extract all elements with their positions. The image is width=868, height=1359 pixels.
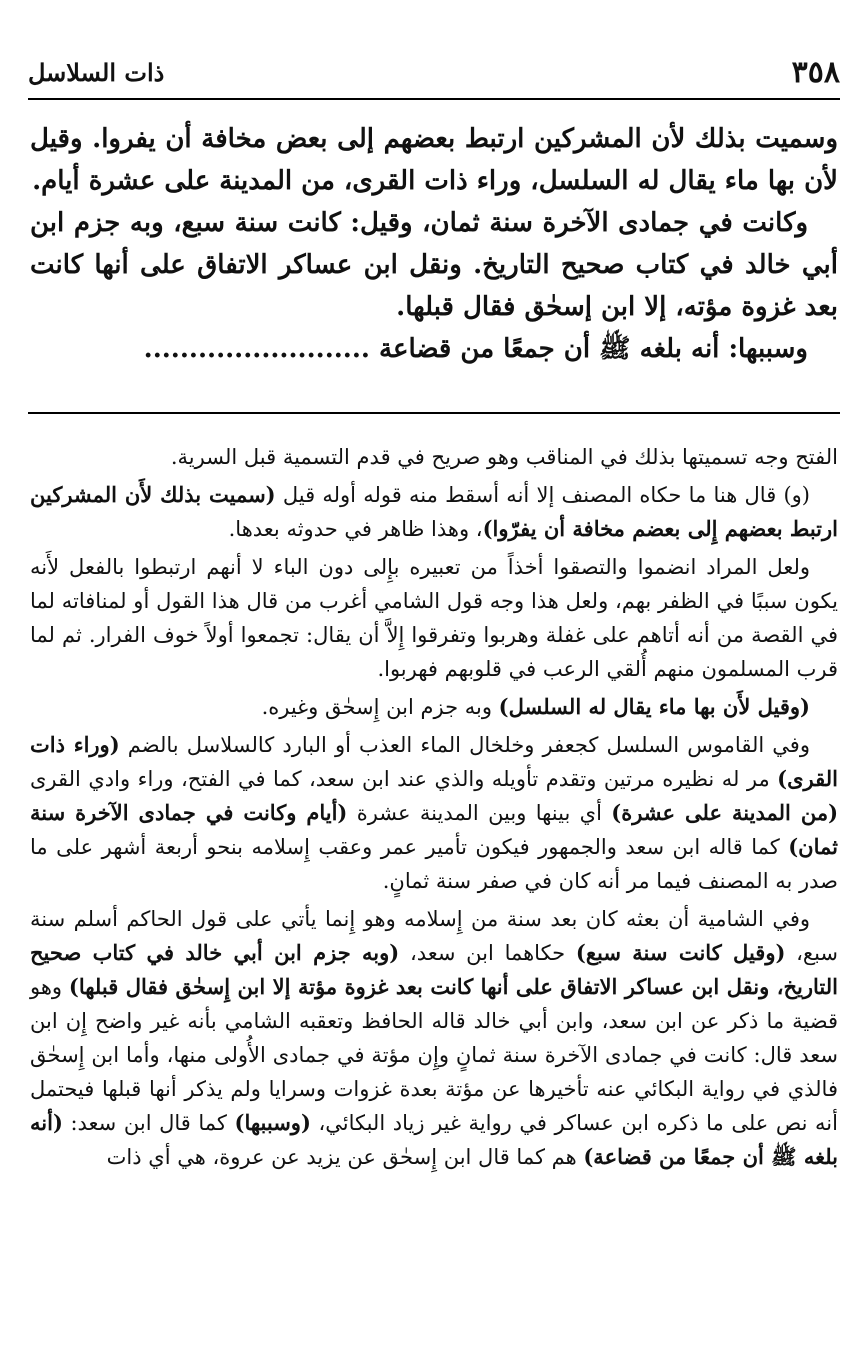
commentary-paragraph xyxy=(30,478,838,546)
quoted-main-text: (وقيل لأَن بها ماء يقال له السلسل) xyxy=(498,694,810,719)
commentary-paragraph xyxy=(30,728,838,898)
running-title: ذات السلاسل xyxy=(28,57,165,87)
quoted-main-text: (أنه بلغه ﷺ أن جمعًا من قضاعة) xyxy=(30,1110,838,1169)
header-rule xyxy=(28,98,840,100)
commentary xyxy=(30,440,838,1178)
commentary-text: (و) قال هنا ما حكاه المصنف إلا أنه أسقط منه قوله أوله قيل xyxy=(275,483,810,507)
main-paragraph: وكانت في جمادى الآخرة سنة ثمان، وقيل: كانت سنة سبع، وبه جزم ابن أبي خالد في كتاب صحيح التاريخ. ونقل ابن عساكر الاتفاق على أنها كانت بعد غزوة مؤته، إلا ابن إسحٰق فقال قبلها. xyxy=(30,208,838,322)
page-number: ٣٥٨ xyxy=(791,54,840,90)
commentary-text: وفي الشامية أن بعثه كان بعد سنة من إِسلامه وهو إِنما يأتي على قول الحاكم أسلم سنة سبع، xyxy=(30,907,839,965)
commentary-text: حكاهما ابن سعد، xyxy=(399,941,576,965)
quoted-main-text: (وقيل كانت سنة سبع) xyxy=(575,940,786,965)
quoted-main-text: (سميت بذلك لأَن المشركين ارتبط بعضهم إِلى بعضم مخافة أن يفرّوا) xyxy=(30,482,838,541)
quoted-main-text: (أيام وكانت في جمادى الآخرة سنة ثمان) xyxy=(30,800,838,859)
commentary-paragraph xyxy=(30,902,838,1174)
commentary-text: هم كما قال ابن إِسحٰق عن يزيد عن عروة، هي أي ذات xyxy=(106,1145,584,1169)
quoted-main-text: (وبه جزم ابن أبي خالد في كتاب صحيح التاريخ، ونقل ابن عساكر الاتفاق على أنها كانت بعد غزوة مؤتة إلا ابن إِسحٰق فقال قبلها) xyxy=(30,940,838,999)
commentary-text: وبه جزم ابن إِسحٰق وغيره. xyxy=(261,695,499,719)
commentary-paragraph: الفتح وجه تسميتها بذلك في المناقب وهو صريح في قدم التسمية قبل السرية. xyxy=(170,445,838,469)
commentary-text: كما قاله ابن سعد والجمهور فيكون تأمير عمر وعقب إِسلامه بنحو أربعة أشهر على ما صدر به المصنف فيما مر أنه كان في صفر سنة ثمانٍ. xyxy=(30,835,838,893)
commentary-paragraph: ولعل المراد انضموا والتصقوا أخذاً من تعبيره بإِلى دون الباء لا أنهم ارتبطوا بالفعل لأَنه يكون سببًا في الظفر بهم، ولعل هذا وجه قول الشامي أغرب من قال هذا القول أو لمنافاته لما في القصة من أنه أتاهم على غفلة وهربوا وتفرقوا إِلاَّ أن يقال: تجمعوا أولاً خوف الفرار. ثم لما قرب المسلمون منهم أُلقي الرعب في قلوبهم فهربوا. xyxy=(30,555,838,681)
commentary-paragraph xyxy=(30,690,838,724)
text-commentary-separator xyxy=(28,412,840,414)
commentary-text: ، وهذا ظاهر في حدوثه بعدها. xyxy=(228,517,483,541)
quoted-main-text: (وراء ذات القرى) xyxy=(30,732,838,791)
commentary-text: وهو قضية ما ذكر عن ابن سعد، وابن أبي خالد قاله الحافظ وتعقبه الشامي بأنه غير واضح إِن ابن سعد قال: كانت في جمادى الآخرة سنة ثمانٍ وإِن مؤتة في جمادى الأُولى منها، وأما ابن إِسحٰق فالذي في رواية البكائي عنه تأخيرها عن مؤتة بعدة غزوات وسرايا ولم يذكر أنها قبلها فيحتمل أنه نص على ما ذكره ابن عساكر في رواية غير زياد البكائي، xyxy=(30,975,838,1135)
main-text xyxy=(30,118,838,370)
quoted-main-text: (وسببها) xyxy=(234,1110,311,1135)
quoted-main-text: (من المدينة على عشرة) xyxy=(611,800,839,825)
main-paragraph: وسميت بذلك لأن المشركين ارتبط بعضهم إلى بعض مخافة أن يفروا. وقيل لأن بها ماء يقال له السلسل، وراء ذات القرى، من المدينة على عشرة أيام. xyxy=(30,124,838,196)
main-paragraph: وسببها: أنه بلغه ﷺ أن جمعًا من قضاعة ......................... xyxy=(143,334,808,364)
commentary-text: وفي القاموس السلسل كجعفر وخلخال الماء العذب أو البارد كالسلاسل بالضم xyxy=(119,733,810,757)
page-header xyxy=(28,50,840,94)
commentary-text: مر له نظيره مرتين وتقدم تأويله والذي عند ابن سعد، كما في الفتح، وراء وادي القرى xyxy=(30,767,778,791)
commentary-text: كما قال ابن سعد: xyxy=(62,1111,235,1135)
commentary-text: أي بينها وبين المدينة عشرة xyxy=(347,801,612,825)
